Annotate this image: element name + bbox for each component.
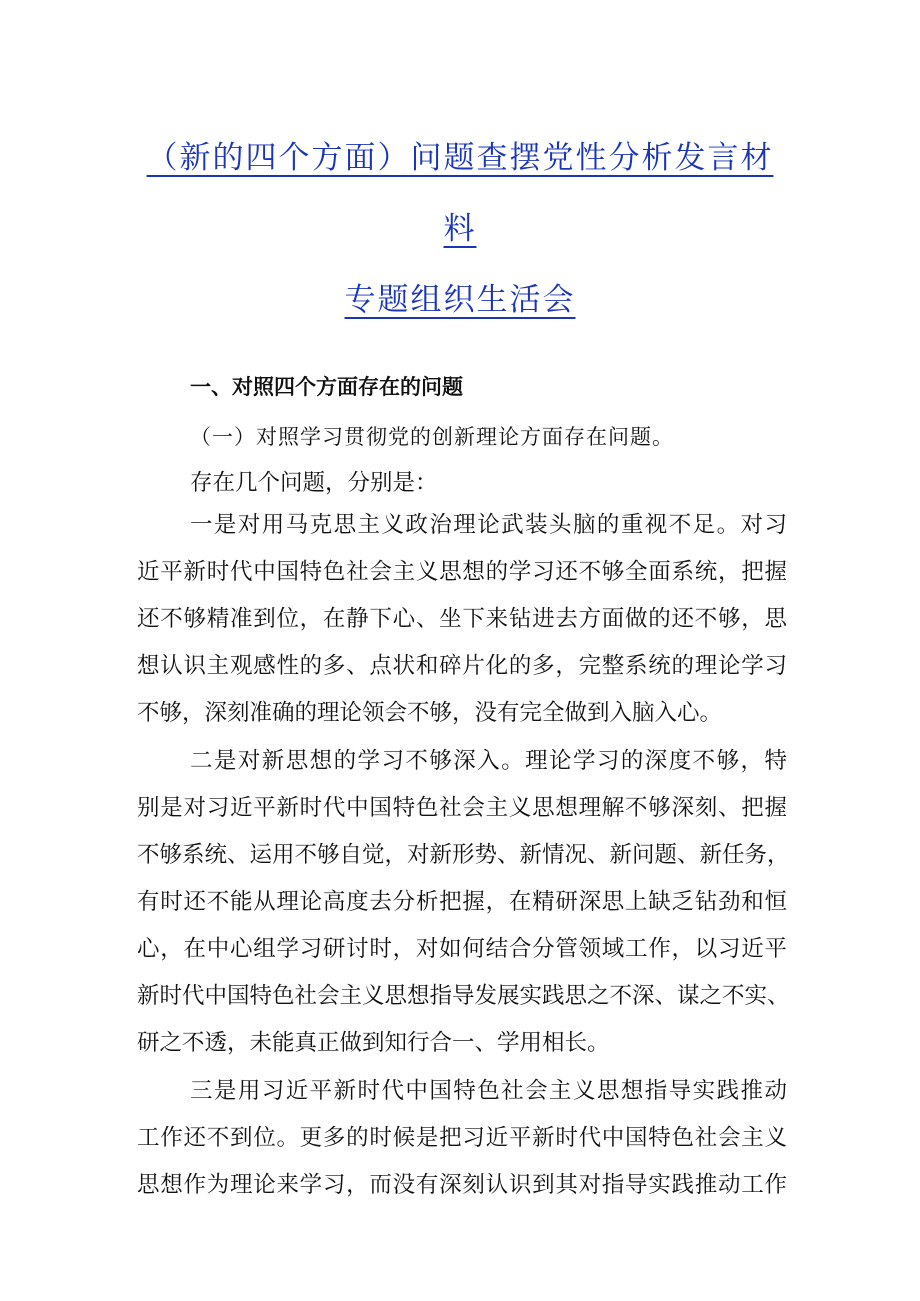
subsection-heading: （一）对照学习贯彻党的创新理论方面存在问题。 <box>190 425 674 449</box>
paragraph-3 <box>137 1068 787 1209</box>
paragraph-line: 想认识主观感性的多、点状和碎片化的多，完整系统的理论学习 <box>137 653 787 679</box>
paragraph-line: 不够，深刻准确的理论领会不够，没有完全做到入脑入心。 <box>137 700 723 726</box>
paragraph-line: 工作还不到位。更多的时候是把习近平新时代中国特色社会主义 <box>137 1125 787 1151</box>
paragraph-line: 新时代中国特色社会主义思想指导发展实践思之不深、谋之不实、 <box>137 983 790 1009</box>
document-title-line-1: （新的四个方面）问题查摆党性分析发言材 <box>146 140 774 176</box>
paragraph-line: 研之不透，未能真正做到知行合一、学用相长。 <box>137 1030 610 1056</box>
paragraph-line: 二是对新思想的学习不够深入。理论学习的深度不够，特 <box>190 748 787 774</box>
intro-paragraph <box>137 460 787 507</box>
paragraph-line: 心，在中心组学习研讨时，对如何结合分管领域工作，以习近平 <box>137 936 787 962</box>
paragraph-line: 别是对习近平新时代中国特色社会主义思想理解不够深刻、把握 <box>137 795 787 821</box>
document-subtitle: 专题组织生活会 <box>344 282 576 318</box>
document-title-line-2: 料 <box>443 211 477 247</box>
intro-text: 存在几个问题，分别是： <box>190 470 438 496</box>
paragraph-line: 三是用习近平新时代中国特色社会主义思想指导实践推动 <box>190 1078 787 1104</box>
paragraph-1 <box>137 502 787 737</box>
paragraph-2 <box>137 738 790 1067</box>
paragraph-line: 还不够精准到位，在静下心、坐下来钻进去方面做的还不够，思 <box>137 606 787 632</box>
paragraph-line: 近平新时代中国特色社会主义思想的学习还不够全面系统，把握 <box>137 559 787 585</box>
section-heading: 一、对照四个方面存在的问题 <box>190 375 463 399</box>
paragraph-line: 一是对用马克思主义政治理论武装头脑的重视不足。对习 <box>190 512 787 538</box>
paragraph-line: 思想作为理论来学习，而没有深刻认识到其对指导实践推动工作 <box>137 1172 787 1198</box>
paragraph-line: 有时还不能从理论高度去分析把握，在精研深思上缺乏钻劲和恒 <box>137 889 787 915</box>
paragraph-line: 不够系统、运用不够自觉，对新形势、新情况、新问题、新任务， <box>137 842 790 868</box>
